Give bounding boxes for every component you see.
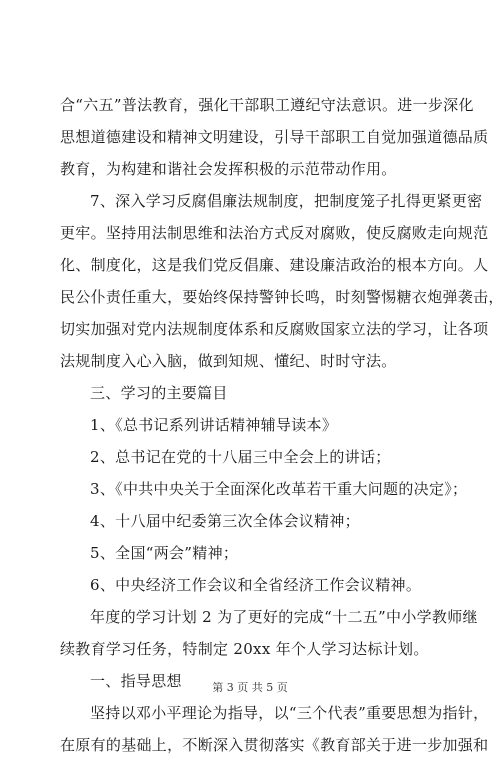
text-line: 民公仆责任重大，要始终保持警钟长鸣，时刻警惕糖衣炮弹袭击， bbox=[60, 288, 504, 306]
text-line: 年度的学习计划 2 为了更好的完成“十二五”中小学教师继 bbox=[90, 608, 478, 626]
text-line: 1、《总书记系列讲话精神辅导读本》 bbox=[90, 416, 338, 434]
document-body bbox=[60, 89, 504, 761]
text-line: 合“六五”普法教育，强化干部职工遵纪守法意识。进一步深化 bbox=[60, 96, 474, 114]
text-line: 5、全国“两会”精神； bbox=[90, 544, 239, 562]
text-line: 切实加强对党内法规制度体系和反腐败国家立法的学习，让各项 bbox=[60, 320, 489, 338]
page-footer: 第 3 页 共 5 页 bbox=[212, 681, 288, 694]
text-line: 三、学习的主要篇目 bbox=[90, 384, 228, 402]
text-line: 教育，为构建和谐社会发挥积极的示范带动作用。 bbox=[60, 160, 397, 178]
text-line: 4、十八届中纪委第三次全体会议精神； bbox=[90, 512, 360, 530]
text-line: 更牢。坚持用法制思维和法治方式反对腐败，使反腐败走向规范 bbox=[60, 224, 489, 242]
text-line: 化、制度化，这是我们党反倡廉、建设廉洁政治的根本方向。人 bbox=[60, 256, 489, 274]
text-line: 续教育学习任务，特制定 20xx 年个人学习达标计划。 bbox=[60, 640, 429, 658]
text-line: 法规制度入心入脑，做到知规、懂纪、时时守法。 bbox=[60, 352, 397, 370]
text-line: 在原有的基础上，不断深入贯彻落实《教育部关于进一步加强和 bbox=[60, 736, 489, 754]
text-line: 7、深入学习反腐倡廉法规制度，把制度笼子扎得更紧更密 bbox=[90, 192, 483, 210]
text-line: 3、《中共中央关于全面深化改革若干重大问题的决定》； bbox=[90, 480, 468, 498]
text-line: 坚持以邓小平理论为指导，以“三个代表”重要思想为指针， bbox=[90, 704, 489, 722]
text-line: 2、总书记在党的十八届三中全会上的讲话； bbox=[90, 448, 391, 466]
text-line: 思想道德建设和精神文明建设，引导干部职工自觉加强道德品质 bbox=[60, 128, 489, 146]
text-line: 一、指导思想 bbox=[90, 672, 182, 690]
text-line: 6、中央经济工作会议和全省经济工作会议精神。 bbox=[90, 576, 422, 594]
